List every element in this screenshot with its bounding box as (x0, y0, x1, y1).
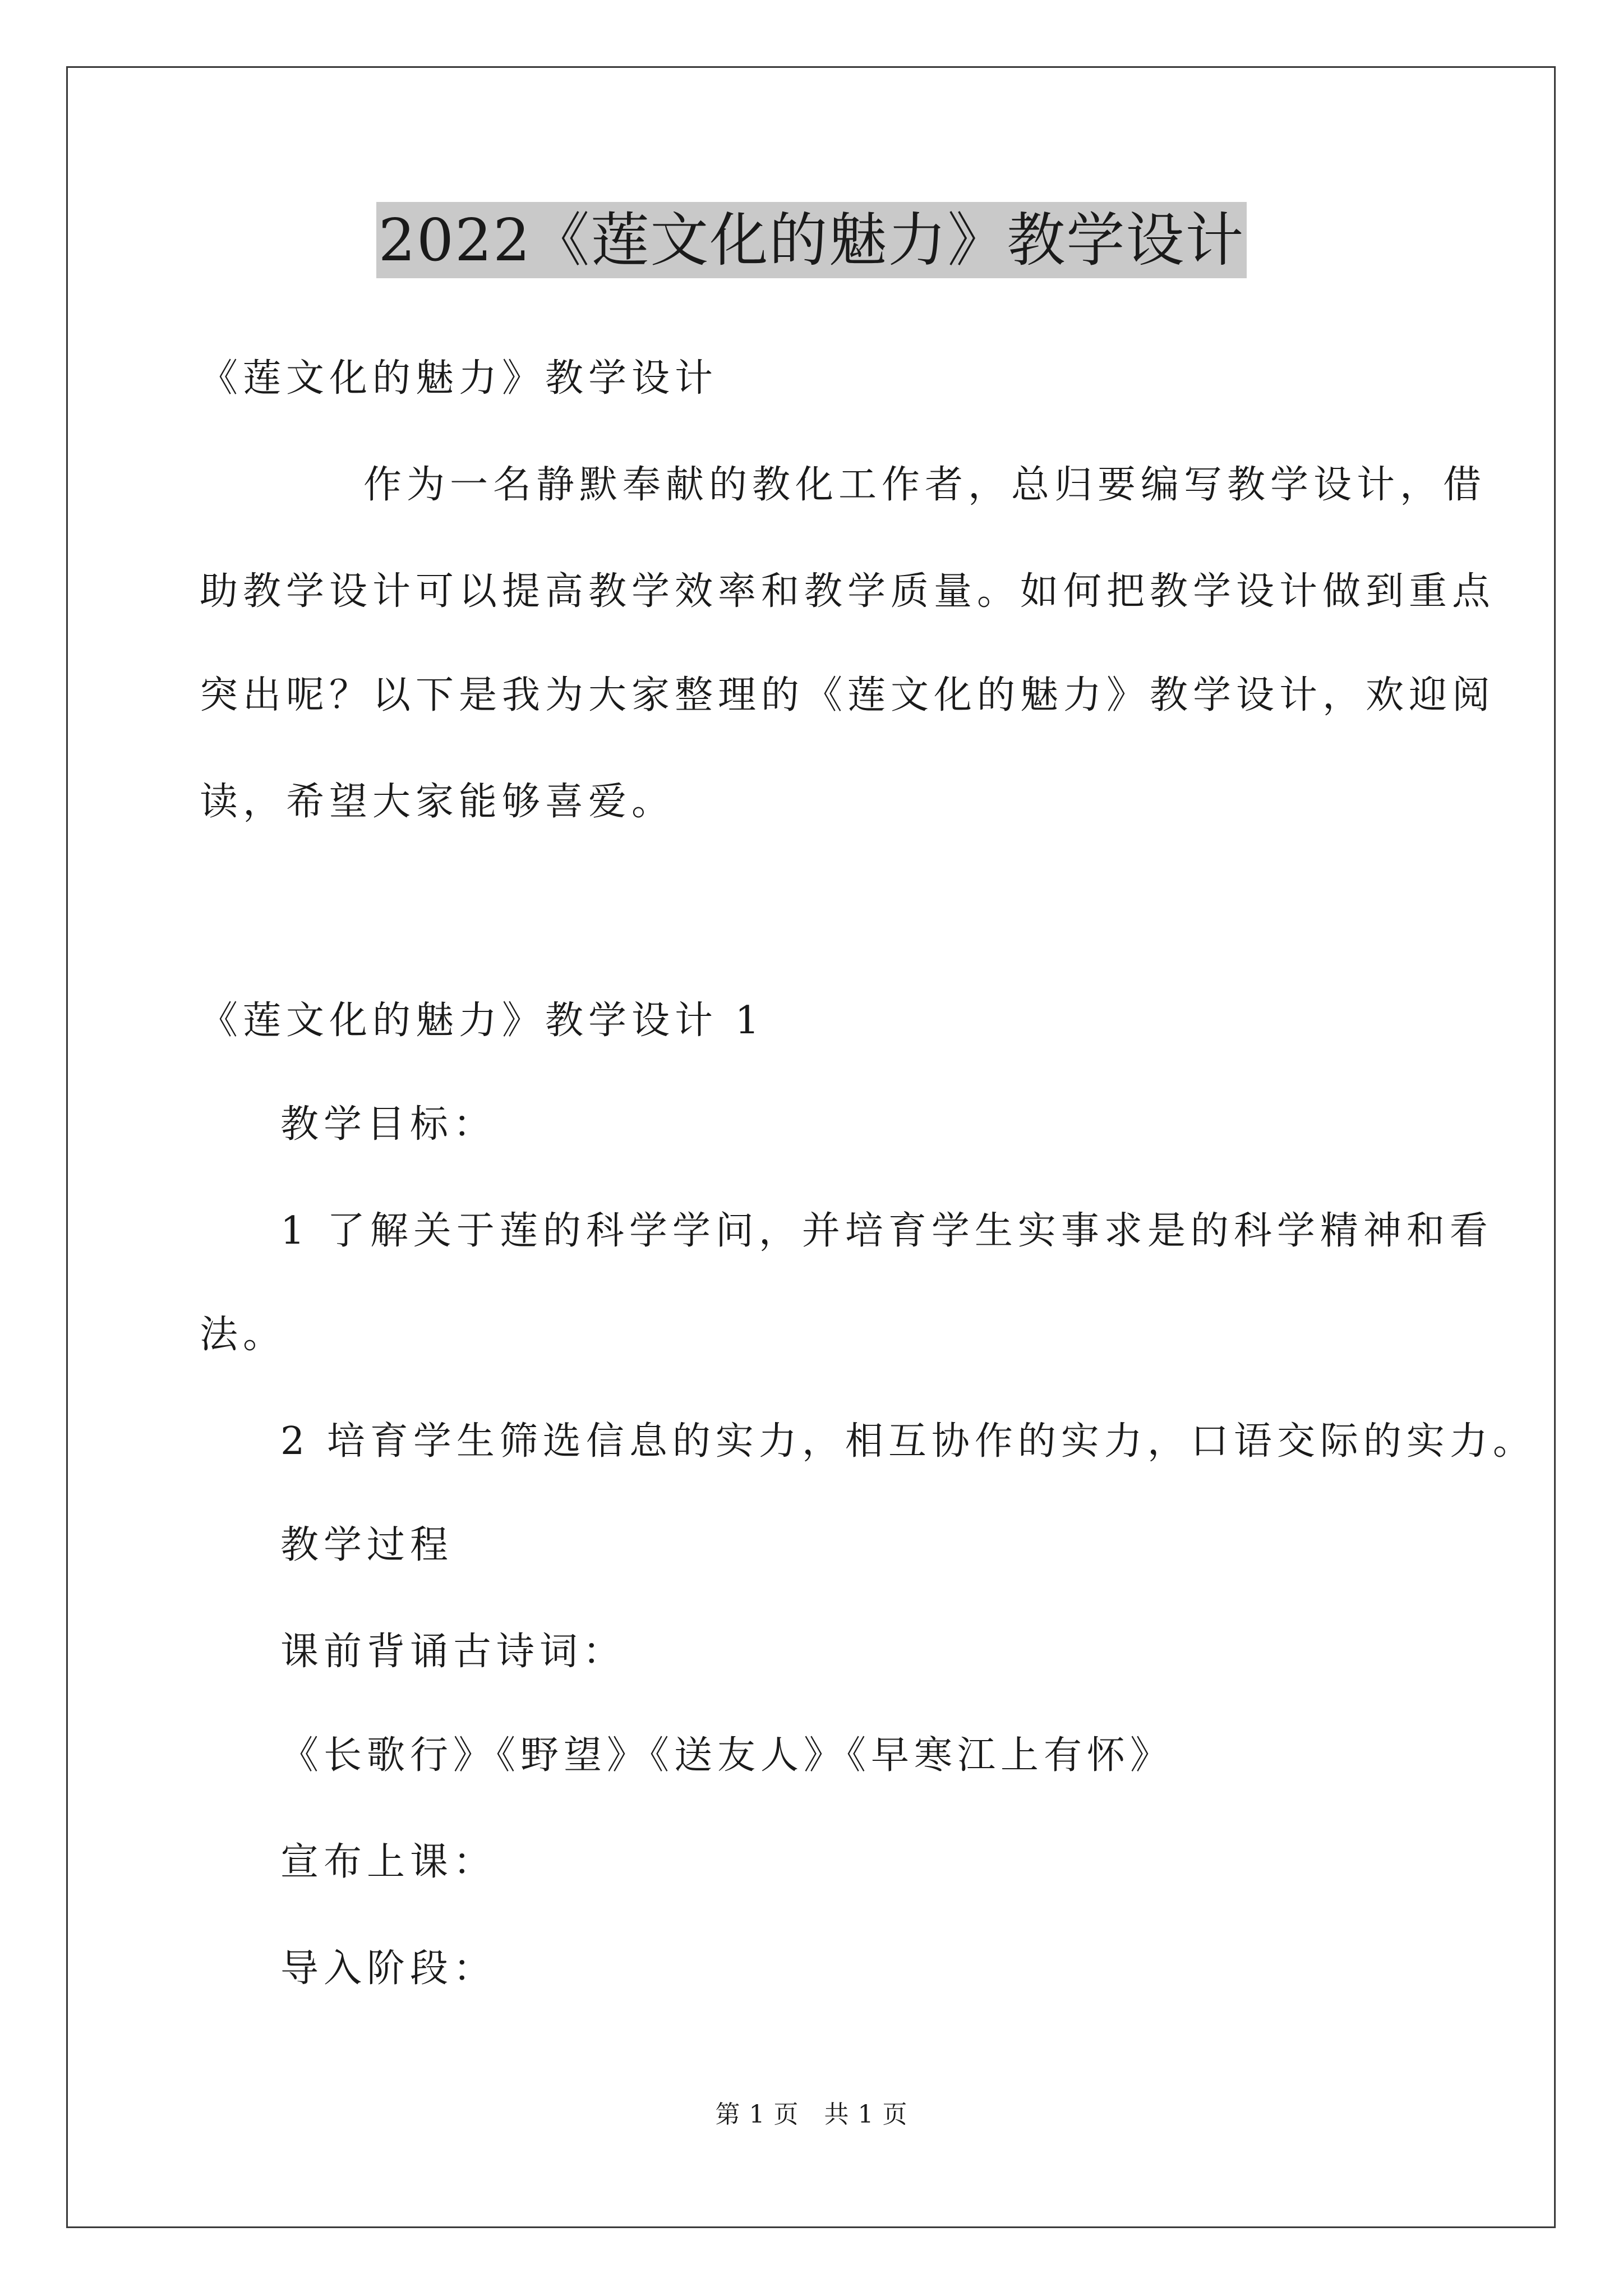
class-start: 宣布上课： (280, 1840, 497, 1884)
goal-2: 2 培育学生筛选信息的实力，相互协作的实力，口语交际的实力。 (280, 1419, 1536, 1464)
goal-1-line-1: 1 了解关于莲的科学学问，并培育学生实事求是的科学精神和看 (280, 1209, 1493, 1253)
intro-stage: 导入阶段： (280, 1947, 497, 1991)
poem-list: 《长歌行》《野望》《送友人》《早寒江上有怀》 (280, 1733, 1174, 1778)
intro-line-4: 读，希望大家能够喜爱。 (200, 780, 675, 824)
goals-heading: 教学目标： (280, 1102, 497, 1147)
intro-line-2: 助教学设计可以提高教学效率和教学质量。如何把教学设计做到重点 (200, 569, 1496, 614)
title-container (0, 202, 1623, 278)
intro-line-1: 作为一名静默奉献的教化工作者，总归要编写教学设计，借 (363, 463, 1487, 507)
goal-1-line-2: 法。 (200, 1313, 287, 1357)
page-number: 第 1 页 共 1 页 (715, 2100, 908, 2129)
section-heading: 《莲文化的魅力》教学设计 1 (200, 999, 764, 1043)
document-title: 2022《莲文化的魅力》教学设计 (376, 202, 1247, 278)
process-heading: 教学过程 (280, 1523, 454, 1567)
recite-heading: 课前背诵古诗词： (280, 1630, 626, 1674)
document-subtitle: 《莲文化的魅力》教学设计 (200, 356, 718, 401)
intro-line-3: 突出呢？以下是我为大家整理的《莲文化的魅力》教学设计，欢迎阅 (200, 673, 1496, 717)
